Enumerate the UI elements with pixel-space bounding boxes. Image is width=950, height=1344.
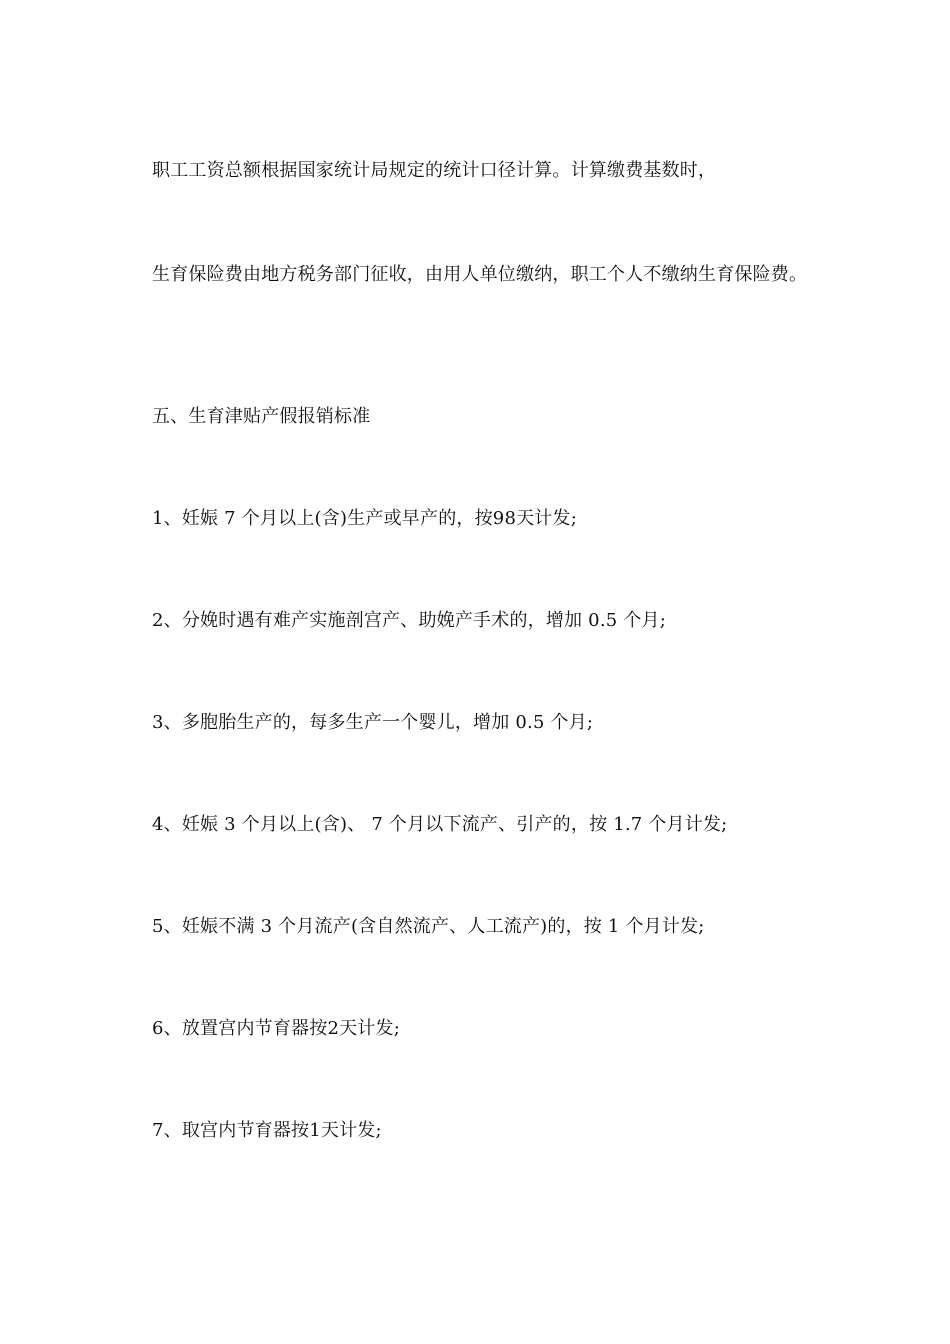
list-item-3: 3、多胞胎生产的，每多生产一个婴儿，增加 0.5 个月; — [152, 712, 594, 733]
paragraph-insurance-fee: 生育保险费由地方税务部门征收，由用人单位缴纳，职工个人不缴纳生育保险费。 — [152, 264, 808, 285]
list-item-1: 1、妊娠 7 个月以上(含)生产或早产的，按98天计发; — [152, 508, 577, 529]
list-item-6: 6、放置宫内节育器按2天计发; — [152, 1018, 400, 1039]
list-item-5: 5、妊娠不满 3 个月流产(含自然流产、人工流产)的，按 1 个月计发; — [152, 916, 705, 937]
section-heading-maternity-allowance: 五、生育津贴产假报销标准 — [152, 406, 371, 427]
list-item-4: 4、妊娠 3 个月以上(含)、 7 个月以下流产、引产的，按 1.7 个月计发; — [152, 814, 728, 835]
list-item-2: 2、分娩时遇有难产实施剖宫产、助娩产手术的，增加 0.5 个月; — [152, 610, 666, 631]
list-item-7: 7、取宫内节育器按1天计发; — [152, 1120, 382, 1141]
paragraph-wage-total: 职工工资总额根据国家统计局规定的统计口径计算。计算缴费基数时， — [152, 160, 717, 181]
